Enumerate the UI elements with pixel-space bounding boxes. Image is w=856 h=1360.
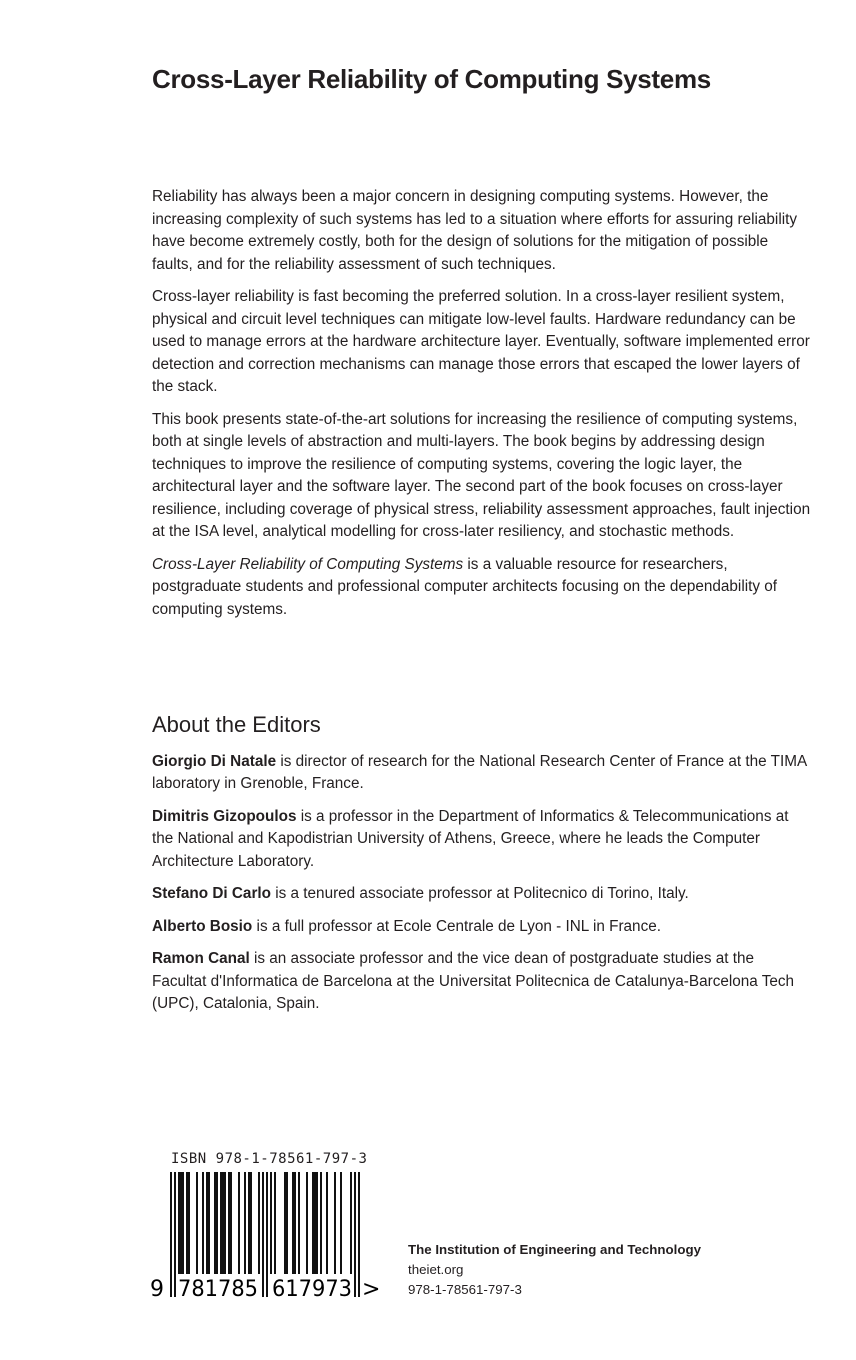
book-title-italic: Cross-Layer Reliability of Computing Systems bbox=[152, 555, 464, 573]
barcode-bar bbox=[326, 1172, 328, 1274]
barcode-right-digits: 617973 bbox=[272, 1277, 352, 1302]
barcode-bar bbox=[286, 1172, 288, 1274]
editor-name: Giorgio Di Natale bbox=[152, 752, 277, 770]
editor-bio bbox=[152, 806, 812, 874]
barcode-left-digits: 781785 bbox=[178, 1277, 258, 1302]
barcode-bar bbox=[228, 1172, 230, 1274]
barcode-bar bbox=[188, 1172, 190, 1274]
closing-text: is a valuable resource for researchers, postgraduate students and professional computer architects focusing on the dependability of computing systems. bbox=[152, 555, 778, 618]
description-paragraph: Reliability has always been a major concern in designing computing systems. However, the increasing complexity of such systems has led to a situation where efforts for assuring reliability have become extremely costly, both for the design of solutions for the mitigation of possible faults, and for the reliability assessment of such techniques. bbox=[152, 188, 798, 273]
editor-bio-text: is director of research for the National Research Center of France at the TIMA laboratory in Grenoble, France. bbox=[152, 752, 807, 792]
barcode-bar bbox=[174, 1172, 176, 1297]
editor-name: Stefano Di Carlo bbox=[152, 885, 271, 902]
editor-bio bbox=[152, 883, 812, 906]
barcode-bar bbox=[270, 1172, 272, 1274]
barcode-bar bbox=[186, 1172, 188, 1274]
barcode-bar bbox=[358, 1172, 360, 1297]
barcode-bar bbox=[320, 1172, 322, 1274]
barcode-bar bbox=[350, 1172, 352, 1274]
barcode-bar bbox=[298, 1172, 300, 1274]
barcode-first-digit: 9 bbox=[150, 1277, 164, 1302]
barcode-bar bbox=[312, 1172, 314, 1274]
barcode-bar bbox=[266, 1172, 268, 1297]
about-editors-section bbox=[152, 714, 812, 1026]
editor-bio bbox=[152, 948, 812, 1016]
editor-bio bbox=[152, 751, 812, 796]
barcode-bar bbox=[196, 1172, 198, 1274]
barcode-bar bbox=[334, 1172, 336, 1274]
closing-paragraph bbox=[152, 554, 812, 622]
barcode-bar bbox=[208, 1172, 210, 1274]
editor-bio bbox=[152, 916, 812, 939]
barcode-bar bbox=[248, 1172, 250, 1274]
barcode-bar bbox=[238, 1172, 240, 1274]
barcode-bar bbox=[294, 1172, 296, 1274]
barcode-quiet-zone-mark: > bbox=[362, 1277, 381, 1302]
barcode-bar bbox=[284, 1172, 286, 1274]
barcode-bar bbox=[220, 1172, 222, 1274]
barcode-bar bbox=[182, 1172, 184, 1274]
barcode-bar bbox=[180, 1172, 182, 1274]
isbn-label: ISBN 978-1-78561-797-3 bbox=[171, 1151, 368, 1167]
barcode-bar bbox=[340, 1172, 342, 1274]
barcode-bar bbox=[306, 1172, 308, 1274]
barcode-bar bbox=[354, 1172, 356, 1297]
barcode-bar bbox=[316, 1172, 318, 1274]
editor-bio-text: is a full professor at Ecole Centrale de Lyon - INL in France. bbox=[252, 917, 661, 935]
barcode-bar bbox=[250, 1172, 252, 1274]
description-paragraph: This book presents state-of-the-art solutions for increasing the resilience of computing systems, both at single levels of abstraction and multi-layers. The book begins by addressing design techniques to improve the resilience of computing systems, covering the logic layer, the architectural layer and the software layer. The second part of the book focuses on cross-layer resilience, including coverage of physical stress, reliability assessment approaches, fault injection at the ISA level, analytical modelling for cross-later resiliency, and stochastic methods. bbox=[152, 410, 811, 540]
editor-bio-text: is a tenured associate professor at Politecnico di Torino, Italy. bbox=[271, 885, 689, 902]
publisher-name: The Institution of Engineering and Technology bbox=[408, 1242, 702, 1257]
book-description bbox=[152, 186, 812, 631]
description-paragraph: Cross-layer reliability is fast becoming the preferred solution. In a cross-layer resilient system, physical and circuit level techniques can mitigate low-level faults. Hardware redundancy can be used to manage errors at the hardware architecture layer. Eventually, software implemented error detection and correction mechanisms can manage those errors that escaped the lower layers of the stack. bbox=[152, 288, 810, 395]
book-title: Cross-Layer Reliability of Computing Systems bbox=[152, 64, 711, 94]
barcode-bar bbox=[214, 1172, 216, 1274]
barcode-bar bbox=[274, 1172, 276, 1274]
publisher-url[interactable]: theiet.org bbox=[408, 1262, 464, 1277]
barcode-bar bbox=[216, 1172, 218, 1274]
barcode-bar bbox=[224, 1172, 226, 1274]
barcode-bar bbox=[222, 1172, 224, 1274]
barcode-bar bbox=[170, 1172, 172, 1297]
barcode-bar bbox=[202, 1172, 204, 1274]
barcode-bar bbox=[314, 1172, 316, 1274]
editor-bio-text: is an associate professor and the vice dean of postgraduate studies at the Facultat d'Informatica de Barcelona at the Universitat Politecnica de Catalunya-Barcelona Tech (UPC), Catalonia, Spain. bbox=[152, 950, 795, 1012]
barcode-bar bbox=[292, 1172, 294, 1274]
editor-name: Alberto Bosio bbox=[152, 917, 253, 935]
editor-name: Ramon Canal bbox=[152, 950, 250, 967]
publisher-block bbox=[408, 1240, 701, 1300]
isbn-barcode bbox=[150, 1172, 381, 1302]
barcode-bar bbox=[262, 1172, 264, 1297]
editor-name: Dimitris Gizopoulos bbox=[152, 807, 297, 825]
barcode-bar bbox=[206, 1172, 208, 1274]
editor-bio-text: is a professor in the Department of Informatics & Telecommunications at the National and Kapodistrian University of Athens, Greece, where he leads the Computer Architecture Laboratory. bbox=[152, 807, 789, 870]
barcode-bar bbox=[230, 1172, 232, 1274]
barcode-bar bbox=[258, 1172, 260, 1274]
barcode-bar bbox=[244, 1172, 246, 1274]
about-editors-heading: About the Editors bbox=[152, 712, 321, 737]
publisher-isbn: 978-1-78561-797-3 bbox=[408, 1282, 522, 1297]
barcode-bar bbox=[178, 1172, 180, 1274]
